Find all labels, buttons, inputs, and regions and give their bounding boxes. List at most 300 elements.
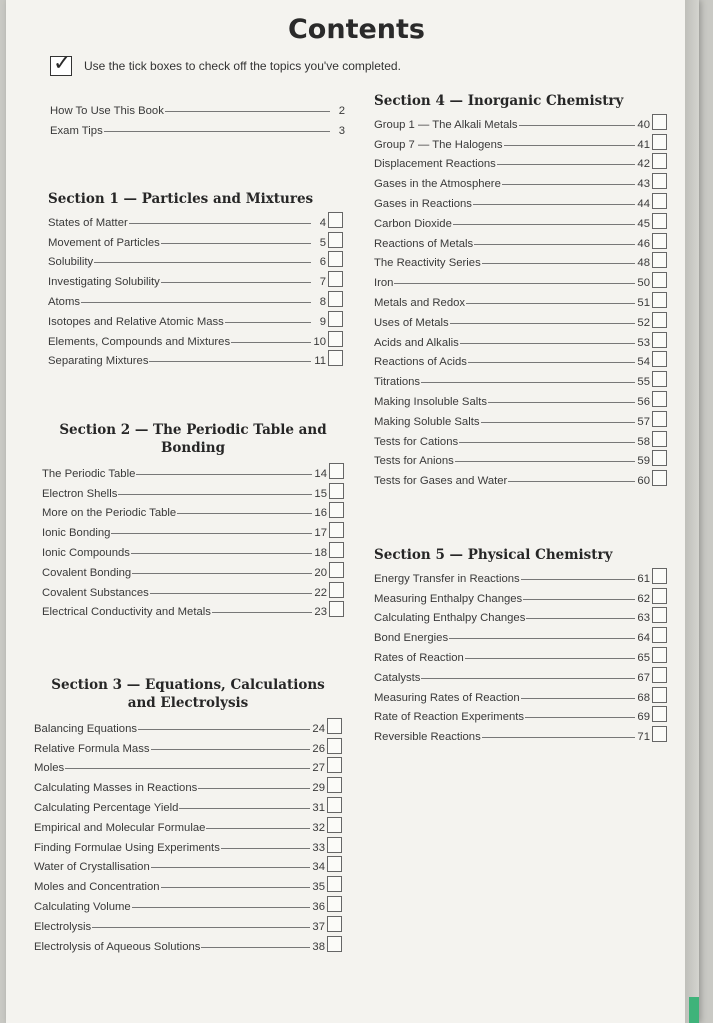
topic-label: Calculating Enthalpy Changes xyxy=(374,612,526,625)
toc-row xyxy=(374,230,667,250)
toc-row xyxy=(34,873,342,893)
toc-row xyxy=(374,111,667,131)
page-number: 48 xyxy=(637,257,650,270)
leader-line xyxy=(94,262,311,263)
topic-label: Making Insoluble Salts xyxy=(374,395,488,408)
page-number: 6 xyxy=(319,256,326,269)
tick-checkbox[interactable] xyxy=(652,173,667,189)
page-number: 29 xyxy=(312,782,325,795)
topic-label: More on the Periodic Table xyxy=(42,507,177,520)
topic-label: Titrations xyxy=(374,376,421,389)
tick-checkbox[interactable] xyxy=(329,542,344,558)
topic-label: Calculating Percentage Yield xyxy=(34,801,179,814)
topic-label: Uses of Metals xyxy=(374,316,449,329)
page-number: 37 xyxy=(312,920,325,933)
leader-line xyxy=(474,244,635,245)
toc-row xyxy=(374,408,667,428)
toc-row xyxy=(42,500,344,520)
toc-row xyxy=(34,854,342,874)
page-number: 50 xyxy=(637,277,650,290)
tick-checkbox[interactable] xyxy=(328,350,343,366)
toc-row xyxy=(374,190,667,210)
toc-row: Exam Tips 3 xyxy=(50,124,345,137)
leader-line xyxy=(525,717,635,718)
toc-row xyxy=(374,309,667,329)
page-number: 20 xyxy=(314,566,327,579)
page-number: 5 xyxy=(319,236,326,249)
toc-row xyxy=(374,250,667,270)
toc-row xyxy=(34,774,342,794)
topic-label: The Periodic Table xyxy=(42,467,136,480)
toc-row xyxy=(374,170,667,190)
leader-line xyxy=(482,737,635,738)
tick-checkbox[interactable] xyxy=(329,582,344,598)
topic-label: Ionic Compounds xyxy=(42,546,130,559)
topic-label: Electrolysis of Aqueous Solutions xyxy=(34,940,201,953)
topic-label: Gases in Reactions xyxy=(374,197,472,210)
leader-line xyxy=(177,513,312,514)
page-number: 17 xyxy=(314,527,327,540)
tick-checkbox[interactable] xyxy=(328,232,343,248)
leader-line xyxy=(118,494,312,495)
leader-line xyxy=(132,907,310,908)
topic-label: Water of Crystallisation xyxy=(34,861,150,874)
topic-label: Reactions of Acids xyxy=(374,356,467,369)
tick-checkbox[interactable] xyxy=(652,351,667,367)
toc-row xyxy=(34,794,342,814)
topic-label: Gases in the Atmosphere xyxy=(374,178,501,191)
leader-line xyxy=(212,612,312,613)
tick-checkbox[interactable] xyxy=(327,856,342,872)
tick-checkbox[interactable] xyxy=(652,213,667,229)
tick-checkbox[interactable] xyxy=(652,134,667,150)
tick-checkbox[interactable] xyxy=(652,706,667,722)
leader-line xyxy=(504,145,635,146)
leader-line xyxy=(221,848,310,849)
page-number: 33 xyxy=(312,841,325,854)
leader-line xyxy=(482,263,635,264)
toc-row xyxy=(374,664,667,684)
book-spine xyxy=(685,0,699,1023)
tick-checkbox[interactable] xyxy=(652,431,667,447)
toc-row xyxy=(374,467,667,487)
section-1 xyxy=(48,190,343,367)
tick-checkbox[interactable] xyxy=(327,738,342,754)
tick-checkbox[interactable] xyxy=(652,312,667,328)
topic-label: The Reactivity Series xyxy=(374,257,481,270)
toc-row xyxy=(42,480,344,500)
toc-row xyxy=(374,723,667,743)
page-number: 64 xyxy=(637,632,650,645)
leader-line xyxy=(508,481,635,482)
toc-row xyxy=(374,684,667,704)
leader-line xyxy=(206,828,310,829)
page-number: 45 xyxy=(637,217,650,230)
topic-label: Movement of Particles xyxy=(48,236,160,249)
leader-line xyxy=(151,749,310,750)
toc-row xyxy=(374,388,667,408)
topic-label: Carbon Dioxide xyxy=(374,217,452,230)
topic-label: States of Matter xyxy=(48,216,128,229)
toc-row xyxy=(374,565,667,585)
toc-row xyxy=(34,933,342,953)
tick-checkbox[interactable] xyxy=(328,311,343,327)
page-number: 63 xyxy=(637,612,650,625)
section-3-heading: Section 3 — Equations, Calculations and Electrolysis xyxy=(51,677,325,711)
page-number: 11 xyxy=(314,355,326,368)
leader-line xyxy=(129,223,311,224)
tick-checkbox[interactable] xyxy=(329,463,344,479)
section-4-heading: Section 4 — Inorganic Chemistry xyxy=(374,93,624,109)
toc-row xyxy=(48,268,343,288)
topic-label: Energy Transfer in Reactions xyxy=(374,572,520,585)
topic-label: Tests for Gases and Water xyxy=(374,475,508,488)
toc-row xyxy=(374,131,667,151)
page-number: 67 xyxy=(637,671,650,684)
page-number: 65 xyxy=(637,651,650,664)
leader-line xyxy=(198,788,310,789)
leader-line xyxy=(138,729,310,730)
tick-checkbox[interactable] xyxy=(327,718,342,734)
topic-label: Atoms xyxy=(48,295,81,308)
leader-line xyxy=(521,698,635,699)
intro-list xyxy=(50,97,345,137)
page-number: 9 xyxy=(319,315,326,328)
toc-row xyxy=(374,349,667,369)
tick-checkbox[interactable] xyxy=(652,272,667,288)
leader-line xyxy=(521,579,635,580)
tick-checkbox[interactable] xyxy=(327,936,342,952)
topic-label: Isotopes and Relative Atomic Mass xyxy=(48,315,224,328)
page-number: 10 xyxy=(313,335,326,348)
page-number: 7 xyxy=(319,276,326,289)
tick-checkbox[interactable] xyxy=(329,483,344,499)
tick-checkbox[interactable] xyxy=(652,391,667,407)
tick-checkbox[interactable] xyxy=(652,667,667,683)
tick-checkbox[interactable] xyxy=(327,777,342,793)
topic-label: Moles xyxy=(34,762,65,775)
tick-checkbox[interactable] xyxy=(652,371,667,387)
leader-line xyxy=(523,599,635,600)
topic-label: Reactions of Metals xyxy=(374,237,474,250)
topic-label: Finding Formulae Using Experiments xyxy=(34,841,220,854)
instruction-line xyxy=(50,51,401,76)
leader-line xyxy=(92,927,310,928)
tick-checkbox[interactable] xyxy=(327,837,342,853)
toc-row xyxy=(48,328,343,348)
toc-row xyxy=(374,605,667,625)
section-5-heading: Section 5 — Physical Chemistry xyxy=(374,547,613,563)
leader-line xyxy=(421,678,635,679)
page-number: 24 xyxy=(312,722,325,735)
toc-row xyxy=(48,348,343,368)
tick-checkbox[interactable] xyxy=(327,757,342,773)
tick-icon: ✓ xyxy=(53,51,72,76)
tick-checkbox[interactable] xyxy=(328,271,343,287)
toc-row xyxy=(374,289,667,309)
leader-line xyxy=(111,533,312,534)
page-number: 23 xyxy=(314,606,327,619)
topic-label: Group 7 — The Halogens xyxy=(374,138,503,151)
tick-checkbox[interactable] xyxy=(328,251,343,267)
topic-label: Group 1 — The Alkali Metals xyxy=(374,118,518,131)
topic-label: Measuring Rates of Reaction xyxy=(374,691,520,704)
page-number: 56 xyxy=(637,395,650,408)
topic-label: Catalysts xyxy=(374,671,421,684)
toc-row xyxy=(374,448,667,468)
tick-checkbox[interactable] xyxy=(327,797,342,813)
leader-line xyxy=(150,593,312,594)
tick-checkbox[interactable] xyxy=(329,562,344,578)
toc-row xyxy=(374,704,667,724)
leader-line xyxy=(450,323,635,324)
leader-line xyxy=(497,164,635,165)
page-number: 46 xyxy=(637,237,650,250)
topic-label: Balancing Equations xyxy=(34,722,138,735)
green-page-corner xyxy=(689,997,699,1023)
topic-label: Bond Energies xyxy=(374,632,449,645)
page-title: Contents xyxy=(287,14,425,45)
toc-row xyxy=(34,755,342,775)
page-number: 32 xyxy=(312,821,325,834)
topic-label: Measuring Enthalpy Changes xyxy=(374,592,523,605)
tick-checkbox[interactable] xyxy=(652,114,667,130)
topic-label: Metals and Redox xyxy=(374,296,466,309)
toc-row xyxy=(48,308,343,328)
topic-label: Tests for Cations xyxy=(374,435,459,448)
page-number: 40 xyxy=(637,118,650,131)
page-number: 4 xyxy=(319,216,326,229)
topic-label: Rate of Reaction Experiments xyxy=(374,711,525,724)
toc-row xyxy=(374,269,667,289)
toc-row xyxy=(374,624,667,644)
page-number: 53 xyxy=(637,336,650,349)
toc-row: How To Use This Book 2 xyxy=(50,104,345,117)
section-4 xyxy=(374,92,667,487)
toc-row xyxy=(374,210,667,230)
tick-checkbox[interactable] xyxy=(652,627,667,643)
page-number: 58 xyxy=(637,435,650,448)
toc-row xyxy=(48,249,343,269)
page-number: 38 xyxy=(312,940,325,953)
topic-label: Acids and Alkalis xyxy=(374,336,459,349)
page-number: 51 xyxy=(637,296,650,309)
topic-label: Relative Formula Mass xyxy=(34,742,150,755)
page-number: 52 xyxy=(637,316,650,329)
tick-checkbox[interactable] xyxy=(652,292,667,308)
leader-line xyxy=(394,283,635,284)
toc-row xyxy=(374,585,667,605)
leader-line xyxy=(488,402,635,403)
tick-checkbox[interactable] xyxy=(652,687,667,703)
leader-line xyxy=(481,422,636,423)
toc-row xyxy=(374,428,667,448)
page-number: 15 xyxy=(314,487,327,500)
page-number: 31 xyxy=(312,801,325,814)
page-number: 27 xyxy=(312,762,325,775)
topic-label: Separating Mixtures xyxy=(48,355,149,368)
topic-label: Covalent Substances xyxy=(42,586,149,599)
page-number: 60 xyxy=(637,475,650,488)
leader-line xyxy=(465,658,635,659)
section-1-heading: Section 1 — Particles and Mixtures xyxy=(48,191,314,207)
page-number: 34 xyxy=(312,861,325,874)
leader-line xyxy=(132,573,312,574)
leader-line xyxy=(81,302,311,303)
tick-checkbox[interactable] xyxy=(652,588,667,604)
toc-row xyxy=(34,834,342,854)
leader-line xyxy=(149,361,311,362)
toc-row xyxy=(374,329,667,349)
topic-label: Ionic Bonding xyxy=(42,527,111,540)
topic-label: Empirical and Molecular Formulae xyxy=(34,821,206,834)
toc-row xyxy=(34,735,342,755)
tick-checkbox[interactable] xyxy=(329,502,344,518)
topic-label: Calculating Masses in Reactions xyxy=(34,782,198,795)
toc-row xyxy=(42,460,344,480)
leader-line xyxy=(161,887,310,888)
tick-checkbox[interactable] xyxy=(652,153,667,169)
topic-label: Investigating Solubility xyxy=(48,276,160,289)
page-number: 41 xyxy=(637,138,650,151)
section-3 xyxy=(34,676,342,953)
tick-checkbox[interactable] xyxy=(328,331,343,347)
section-2 xyxy=(42,421,344,618)
tick-checkbox[interactable] xyxy=(652,647,667,663)
page-number: 71 xyxy=(637,731,650,744)
leader-line xyxy=(473,204,635,205)
page-number: 22 xyxy=(314,586,327,599)
toc-row xyxy=(42,579,344,599)
topic-label: Electrical Conductivity and Metals xyxy=(42,606,211,619)
page-number: 62 xyxy=(637,592,650,605)
page-number: 59 xyxy=(637,455,650,468)
tick-checkbox[interactable] xyxy=(652,450,667,466)
topic-label: Calculating Volume xyxy=(34,900,131,913)
topic-label: Electron Shells xyxy=(42,487,118,500)
tick-checkbox[interactable] xyxy=(327,896,342,912)
tick-checkbox[interactable] xyxy=(652,193,667,209)
toc-row xyxy=(374,644,667,664)
page-number: 44 xyxy=(637,197,650,210)
leader-line xyxy=(421,382,635,383)
toc-row xyxy=(34,893,342,913)
leader-line xyxy=(453,224,635,225)
topic-label: Elements, Compounds and Mixtures xyxy=(48,335,231,348)
leader-line xyxy=(449,638,635,639)
leader-line xyxy=(225,322,311,323)
toc-row xyxy=(374,151,667,171)
toc-row xyxy=(34,814,342,834)
page-number: 61 xyxy=(637,572,650,585)
leader-line xyxy=(526,618,635,619)
leader-line xyxy=(455,461,635,462)
tick-checkbox[interactable] xyxy=(652,411,667,427)
topic-label: Solubility xyxy=(48,256,94,269)
page-number: 42 xyxy=(637,158,650,171)
example-tick-box xyxy=(50,51,72,76)
page-number: 43 xyxy=(637,178,650,191)
leader-line xyxy=(459,442,635,443)
tick-checkbox[interactable] xyxy=(652,470,667,486)
toc-row xyxy=(42,559,344,579)
topic-label: Iron xyxy=(374,277,394,290)
page-number: 36 xyxy=(312,900,325,913)
topic-label: Reversible Reactions xyxy=(374,731,481,744)
tick-checkbox[interactable] xyxy=(328,212,343,228)
leader-line xyxy=(468,362,635,363)
toc-row xyxy=(42,599,344,619)
tick-checkbox[interactable] xyxy=(652,607,667,623)
topic-label: Tests for Anions xyxy=(374,455,454,468)
leader-line xyxy=(502,184,635,185)
leader-line xyxy=(131,553,312,554)
toc-row xyxy=(374,368,667,388)
toc-row xyxy=(48,288,343,308)
section-2-heading: Section 2 — The Periodic Table and Bonding xyxy=(59,422,327,456)
page-number: 69 xyxy=(637,711,650,724)
topic-label: Making Soluble Salts xyxy=(374,415,480,428)
tick-checkbox[interactable] xyxy=(652,332,667,348)
page-number: 8 xyxy=(319,295,326,308)
topic-label: Displacement Reactions xyxy=(374,158,496,171)
tick-checkbox[interactable] xyxy=(329,522,344,538)
page-number: 16 xyxy=(314,507,327,520)
tick-checkbox[interactable] xyxy=(652,233,667,249)
page-number: 55 xyxy=(637,376,650,389)
leader-line xyxy=(151,867,310,868)
toc-row xyxy=(42,539,344,559)
leader-line xyxy=(161,282,311,283)
page-number: 57 xyxy=(637,415,650,428)
leader-line xyxy=(161,243,311,244)
toc-row xyxy=(48,229,343,249)
tick-checkbox[interactable] xyxy=(652,252,667,268)
leader-line xyxy=(231,342,311,343)
tick-checkbox[interactable] xyxy=(328,291,343,307)
toc-row xyxy=(34,913,342,933)
tick-checkbox[interactable] xyxy=(327,817,342,833)
page-number: 18 xyxy=(314,546,327,559)
tick-checkbox[interactable] xyxy=(652,726,667,742)
toc-row xyxy=(48,209,343,229)
toc-row xyxy=(34,715,342,735)
page-number: 26 xyxy=(312,742,325,755)
topic-label: Electrolysis xyxy=(34,920,92,933)
topic-label: Rates of Reaction xyxy=(374,651,464,664)
tick-checkbox[interactable] xyxy=(327,876,342,892)
leader-line xyxy=(466,303,635,304)
leader-line xyxy=(65,768,310,769)
page-number: 14 xyxy=(314,467,327,480)
tick-checkbox[interactable] xyxy=(327,916,342,932)
leader-line xyxy=(460,343,635,344)
tick-checkbox[interactable] xyxy=(652,568,667,584)
tick-checkbox[interactable] xyxy=(329,601,344,617)
leader-line xyxy=(201,947,310,948)
instruction-text: Use the tick boxes to check off the topics you've completed. xyxy=(84,59,401,73)
page-number: 35 xyxy=(312,881,325,894)
section-5 xyxy=(374,546,667,743)
toc-row xyxy=(42,519,344,539)
topic-label: Moles and Concentration xyxy=(34,881,160,894)
topic-label: Covalent Bonding xyxy=(42,566,132,579)
page-number: 68 xyxy=(637,691,650,704)
leader-line xyxy=(519,125,635,126)
leader-line xyxy=(179,808,310,809)
leader-line xyxy=(136,474,312,475)
page-number: 54 xyxy=(637,356,650,369)
